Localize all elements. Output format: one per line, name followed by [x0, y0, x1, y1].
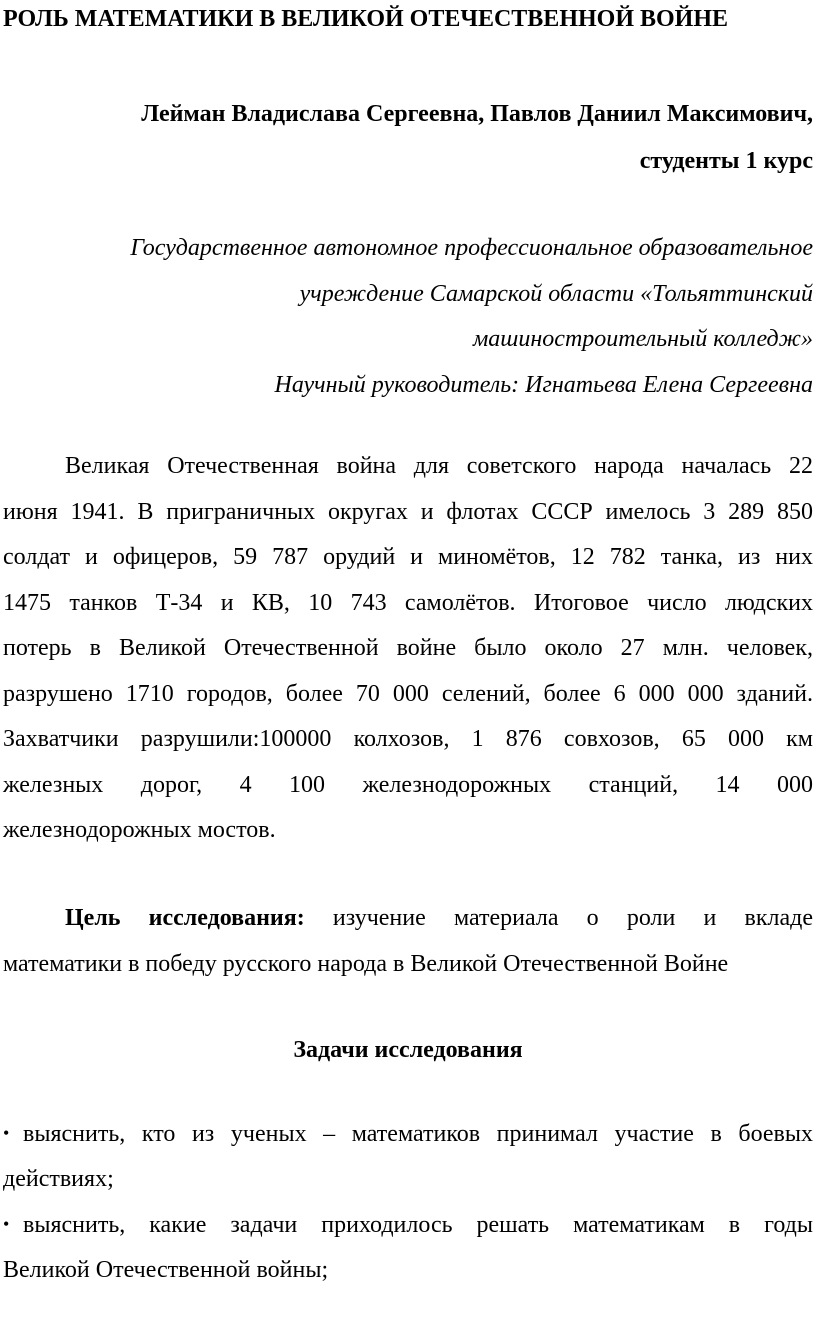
intro-paragraph — [3, 444, 813, 854]
bullet-icon: • — [3, 1214, 10, 1234]
goal-line-1 — [3, 896, 813, 942]
institution-line-1: Государственное автономное профессиональное образовательное — [130, 235, 813, 261]
institution-line-2: учреждение Самарской области «Тольяттинский — [299, 280, 813, 307]
goal-label: Цель исследования: — [65, 905, 305, 931]
goal-text: изучение материала о роли и вкладе — [304, 905, 813, 931]
task-item-text: выяснить, какие задачи приходилось решать математикам в годы — [23, 1212, 813, 1238]
intro-line: Захватчики разрушили:100000 колхозов, 1 876 совхозов, 65 000 км — [3, 726, 813, 752]
intro-line: железных дорог, 4 100 железнодорожных станций, 14 000 — [3, 771, 813, 798]
task-item-1-line-1 — [3, 1111, 813, 1157]
authors-block — [141, 91, 813, 185]
task-item-1-line-2: действиях; — [3, 1165, 114, 1192]
intro-line: Великая Отечественная война для советского народа началась 22 — [65, 453, 813, 479]
task-item-2-line-1 — [3, 1202, 813, 1248]
task-item-text: выяснить, кто из ученых – математиков принимал участие в боевых — [23, 1121, 813, 1147]
intro-line: потерь в Великой Отечественной войне было около 27 млн. человек, — [3, 635, 813, 661]
intro-line: солдат и офицеров, 59 787 орудий и миномётов, 12 782 танка, из них — [3, 544, 813, 570]
intro-line: разрушено 1710 городов, более 70 000 селений, более 6 000 000 зданий. — [3, 680, 813, 707]
task-item-2-line-2: Великой Отечественной войны; — [3, 1256, 329, 1283]
intro-line: железнодорожных мостов. — [3, 817, 276, 843]
bullet-icon: • — [3, 1123, 10, 1143]
authors-names: Лейман Владислава Сергеевна, Павлов Даниил Максимович, — [141, 101, 813, 127]
goal-line-2: математики в победу русского народа в Великой Отечественной Войне — [3, 950, 729, 977]
tasks-heading: Задачи исследования — [293, 1037, 523, 1063]
document-title: РОЛЬ МАТЕМАТИКИ В ВЕЛИКОЙ ОТЕЧЕСТВЕННОЙ ВОЙНЕ — [3, 6, 729, 32]
tasks-list — [3, 1111, 813, 1293]
supervisor: Научный руководитель: Игнатьева Елена Сергеевна — [274, 371, 813, 398]
intro-line: 1475 танков Т-34 и КВ, 10 743 самолётов. Итоговое число людских — [3, 589, 813, 616]
goal-paragraph — [3, 896, 813, 987]
authors-course: студенты 1 курс — [639, 148, 813, 174]
institution-line-3: машиностроительный колледж» — [472, 326, 813, 352]
intro-line: июня 1941. В приграничных округах и флотах СССР имелось 3 289 850 — [3, 498, 813, 525]
institution-block — [130, 226, 813, 408]
